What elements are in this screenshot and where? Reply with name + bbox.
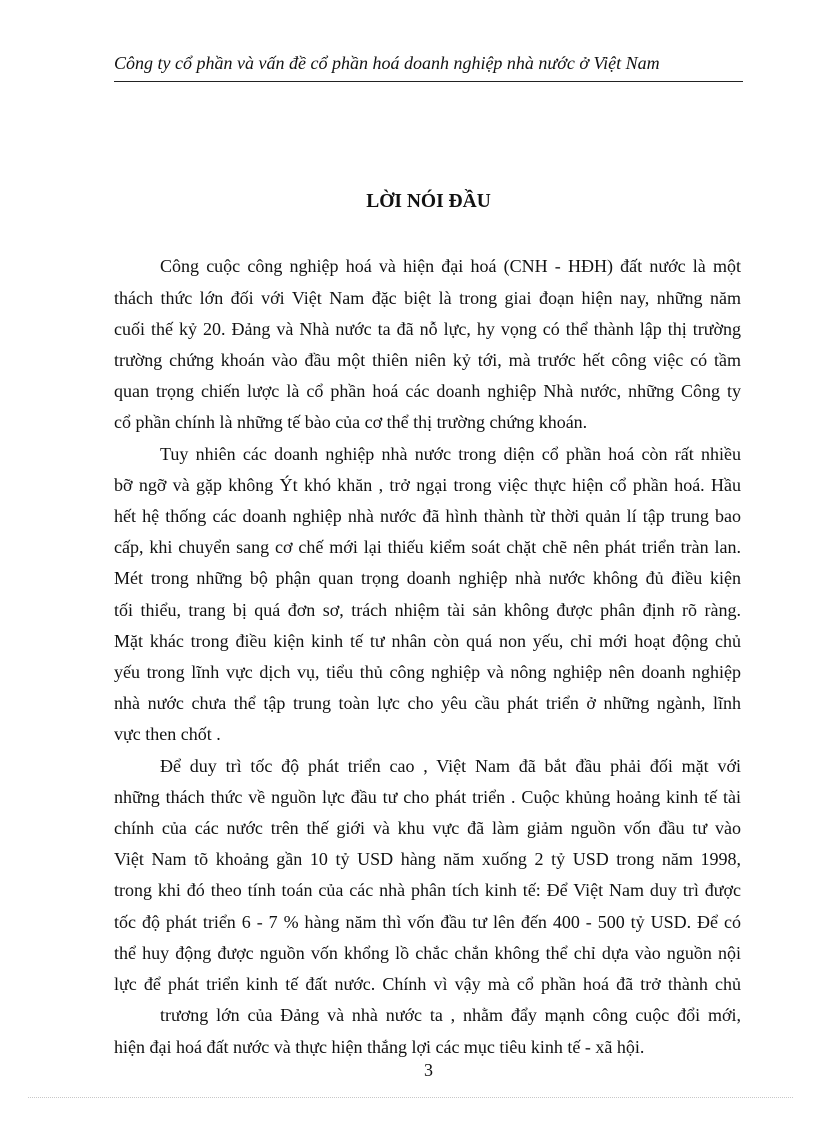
running-header: Công ty cổ phần và vấn đề cổ phần hoá doanh nghiệp nhà nước ở Việt Nam [114, 53, 660, 73]
paragraph-2-line-1: Tuy nhiên các doanh nghiệp nhà nước trong diện cổ phần hoá còn rất nhiều [160, 444, 741, 464]
paragraph-1-line-3: cuối thế kỷ 20. Đảng và Nhà nước ta đã nỗ lực, hy vọng có thể thành lập thị trường [114, 319, 741, 339]
paragraph-2-line-8: yếu trong lĩnh vực dịch vụ, tiểu thủ công nghiệp và nông nghiệp nên doanh nghiệp [114, 662, 741, 682]
paragraph-3-line-2: những thách thức về nguồn lực đầu tư cho phát triển . Cuộc khủng hoảng kinh tế tài [114, 787, 741, 807]
paragraph-2-line-6: tối thiểu, trang bị quá đơn sơ, trách nhiệm tài sản không được phân định rõ ràng. [114, 600, 741, 620]
paragraph-2-line-5: Mét trong những bộ phận quan trọng doanh nghiệp nhà nước không đủ điều kiện [114, 568, 741, 588]
paragraph-2-line-2: bỡ ngỡ và gặp không Ýt khó khăn , trở ngại trong việc thực hiện cổ phần hoá. Hầu [114, 475, 741, 495]
paragraph-3-line-6: tốc độ phát triển 6 - 7 % hàng năm thì vốn đầu tư lên đến 400 - 500 tỷ USD. Để có [114, 912, 741, 932]
paragraph-2-line-10: vực then chốt . [114, 724, 221, 744]
paragraph-1-line-4: trường chứng khoán vào đầu một thiên niên kỷ tới, mà trước hết công việc có tầm [114, 350, 741, 370]
paragraph-3-line-1: Để duy trì tốc độ phát triển cao , Việt Nam đã bắt đầu phải đối mặt với [160, 756, 741, 776]
page-title: LỜI NÓI ĐẦU [366, 191, 491, 212]
header-divider [114, 81, 743, 82]
paragraph-3-line-8: lực để phát triển kinh tế đất nước. Chính vì vậy mà cổ phần hoá đã trở thành chủ [114, 974, 741, 994]
paragraph-1-line-5: quan trọng chiến lược là cổ phần hoá các doanh nghiệp Nhà nước, những Công ty [114, 381, 741, 401]
paragraph-3-line-7: thể huy động được nguồn vốn khổng lồ chắc chắn không thể chỉ dựa vào nguồn nội [114, 943, 741, 963]
footer-divider [28, 1097, 793, 1098]
paragraph-2-line-3: hết hệ thống các doanh nghiệp nhà nước đã hình thành từ thời quản lí tập trung bao [114, 506, 741, 526]
paragraph-1-line-1: Công cuộc công nghiệp hoá và hiện đại hoá (CNH - HĐH) đất nước là một [160, 256, 741, 276]
paragraph-2-line-4: cấp, khi chuyển sang cơ chế mới lại thiếu kiểm soát chặt chẽ nên phát triển tràn lan. [114, 537, 741, 557]
page-number: 3 [424, 1060, 433, 1080]
paragraph-3-line-10: hiện đại hoá đất nước và thực hiện thắng lợi các mục tiêu kinh tế - xã hội. [114, 1037, 645, 1057]
paragraph-3-line-3: chính của các nước trên thế giới và khu vực đã làm giảm nguồn vốn đầu tư vào [114, 818, 741, 838]
paragraph-3-line-5: trong khi đó theo tính toán của các nhà phân tích kinh tế: Để Việt Nam duy trì được [114, 880, 741, 900]
paragraph-2-line-9: nhà nước chưa thể tập trung toàn lực cho yêu cầu phát triển ở những ngành, lĩnh [114, 693, 741, 713]
paragraph-1-line-2: thách thức lớn đối với Việt Nam đặc biệt là trong giai đoạn hiện nay, những năm [114, 288, 741, 308]
paragraph-2-line-7: Mặt khác trong điều kiện kinh tế tư nhân còn quá non yếu, chỉ mới hoạt động chủ [114, 631, 741, 651]
paragraph-3-line-9: trương lớn của Đảng và nhà nước ta , nhằm đẩy mạnh công cuộc đổi mới, [160, 1005, 741, 1025]
paragraph-3-line-4: Việt Nam tõ khoảng gần 10 tỷ USD hàng năm xuống 2 tỷ USD trong năm 1998, [114, 849, 741, 869]
paragraph-1-line-6: cổ phần chính là những tế bào của cơ thể thị trường chứng khoán. [114, 412, 588, 432]
